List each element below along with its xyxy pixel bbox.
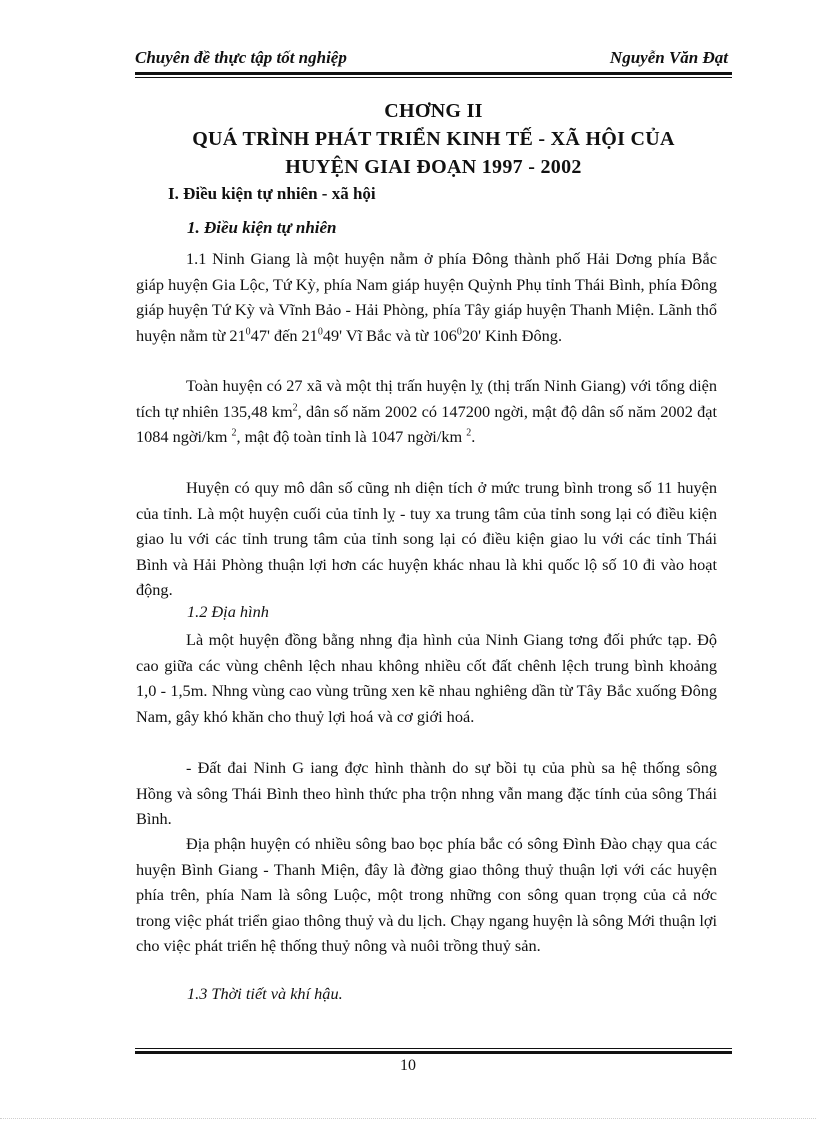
subsection-terrain: 1.2 Địa hình [187, 602, 269, 621]
subsection-climate: 1.3 Thời tiết và khí hậu. [187, 984, 343, 1003]
running-header [135, 48, 728, 70]
bottom-dotted-line [0, 1118, 816, 1119]
header-rule-thick [135, 72, 732, 75]
header-rule-thin [135, 77, 732, 78]
chapter-title-line-2: HUYỆN GIAI ĐOẠN 1997 - 2002 [285, 156, 582, 178]
chapter-title-line-1: QUÁ TRÌNH PHÁT TRIỂN KINH TẾ - XÃ HỘI CỦA [192, 128, 675, 150]
section-heading: I. Điều kiện tự nhiên - xã hội [168, 184, 376, 203]
subsection-heading: 1. Điều kiện tự nhiên [187, 218, 337, 237]
paragraph-location: 1.1 Ninh Giang là một huyện nằm ở phía Đông thành phố Hải Dơng phía Bắc giáp huyện Gia Lộc, Tứ Kỳ, phía Nam giáp huyện Quỳnh Phụ tỉnh Thái Bình, phía Đông giáp huyện Tứ Kỳ và Vĩnh Bảo - Hải Phòng, phía Tây giáp huyện Thanh Miện. Lãnh thổ huyện nằm từ $21^047'$ đến $21^049'$ Vĩ Bắc và từ $106^020'$ Kinh Đông. [136, 249, 717, 345]
chapter-number: CHƠNG II [384, 100, 483, 122]
footer-rule-thick [135, 1051, 732, 1054]
page-number: 10 [400, 1057, 416, 1074]
paragraph-scale: Huyện có quy mô dân số cũng nh diện tích ở mức trung bình trong số 11 huyện của tỉnh. Là một huyện cuối của tỉnh lỵ - tuy xa trung tâm của tỉnh song lại có điều kiện giao lu với các tỉnh trung tâm của tỉnh song lại có điều kiện giao lu với các tỉnh Thái Bình và Hải Phòng thuận lợi hơn các huyện khác nhau là khi quốc lộ số 10 đi vào hoạt động. [136, 478, 717, 599]
footer-rule-thin [135, 1048, 732, 1049]
paragraph-terrain: Là một huyện đồng bằng nhng địa hình của Ninh Giang tơng đối phức tạp. Độ cao giữa các vùng chênh lệch nhau không nhiều cốt đất chênh lệch trung bình khoảng 1,0 - 1,5m. Nhng vùng cao vùng trũng xen kẽ nhau nghiêng dần từ Tây Bắc xuống Đông Nam, gây khó khăn cho thuỷ lợi hoá và cơ giới hoá. [136, 630, 717, 726]
paragraph-soil: - Đất đai Ninh G iang đợc hình thành do sự bồi tụ của phù sa hệ thống sông Hồng và sông Thái Bình theo hình thức pha trộn nhng vẫn mang đặc tính của sông Thái Bình. [136, 758, 717, 828]
paragraph-population: Toàn huyện có 27 xã và một thị trấn huyện lỵ (thị trấn Ninh Giang) với tổng diện tích tự nhiên 135,48 $km^2$, dân số năm 2002 có 147200 ngời, mật độ dân số năm 2002 đạt 1084 ngời/km $^2$, mật độ toàn tỉnh là 1047 ngời/km $^2$. [136, 376, 717, 446]
header-document-title: Chuyên đề thực tập tốt nghiệp [135, 48, 347, 67]
header-author-name: Nguyễn Văn Đạt [609, 48, 728, 67]
paragraph-rivers: Địa phận huyện có nhiều sông bao bọc phía bắc có sông Đình Đào chạy qua các huyện Bình Giang - Thanh Miện, đây là đờng giao thông thuỷ thuận lợi với các huyện phía trên, phía Nam là sông Luộc, một trong những con sông quan trọng của cả nớc trong việc phát triển giao thông thuỷ và du lịch. Chạy ngang huyện là sông Mới thuận lợi cho việc phát triển hệ thống thuỷ nông và nuôi trồng thuỷ sản. [136, 834, 717, 955]
